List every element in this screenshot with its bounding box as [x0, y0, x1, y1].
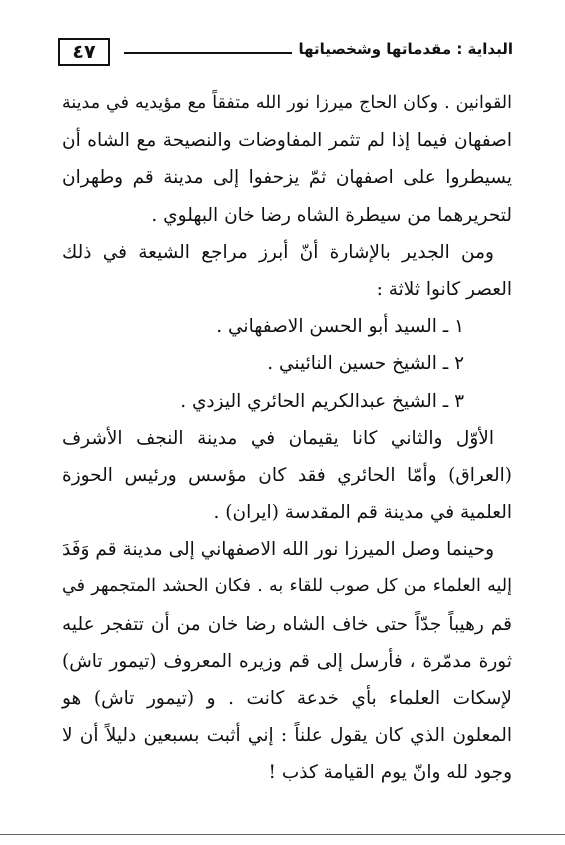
page-bottom-edge — [0, 834, 565, 835]
page-number: ٤٧ — [58, 38, 110, 66]
list-item: ١ ـ السيد أبو الحسن الاصفهاني . — [216, 316, 464, 338]
text-line: لتحريرهما من سيطرة الشاه رضا خان البهلوي . — [151, 204, 512, 226]
text-line: وجود لله وانّ يوم القيامة كذب ! — [268, 762, 512, 784]
page-header — [58, 38, 513, 74]
text-line: القوانين . وكان الحاج ميرزا نور الله متفقاً مع مؤيديه في مدينة — [62, 93, 512, 113]
text-line: إليه العلماء من كل صوب للقاء به . فكان الحشد المتجمهر في — [62, 576, 512, 597]
text-line: ومن الجدير بالإشارة أنّ أبرز مراجع الشيعة في ذلك — [62, 241, 494, 263]
text-line: العصر كانوا ثلاثة : — [376, 278, 512, 300]
header-rule — [124, 52, 292, 54]
body-text — [62, 85, 512, 792]
text-line: (العراق) وأمّا الحائري فقد كان مؤسس ورئيس الحوزة — [62, 464, 512, 486]
running-title: البداية : مقدماتها وشخصياتها — [298, 40, 513, 58]
list-item: ٣ ـ الشيخ عبدالكريم الحائري اليزدي . — [180, 390, 464, 412]
list-item: ٢ ـ الشيخ حسين النائيني . — [267, 353, 464, 375]
text-line: وحينما وصل الميرزا نور الله الاصفهاني إلى مدينة قم وَفَدَ — [62, 539, 494, 561]
text-line: ثورة مدمّرة ، فأرسل إلى قم وزيره المعروف (تيمور تاش) — [62, 650, 512, 672]
text-line: العلمية في مدينة قم المقدسة (ايران) . — [213, 502, 512, 524]
text-line: الأوّل والثاني كانا يقيمان في مدينة النجف الأشرف — [62, 427, 494, 449]
text-line: قم رهيباً جدّاً حتى خاف الشاه رضا خان من أن تتفجر عليه — [62, 613, 512, 635]
text-line: اصفهان فيما إذا لم تثمر المفاوضات والنصيحة مع الشاه أن — [62, 130, 512, 152]
text-line: المعلون الذي كان يقول علناً : إني أثبت بسبعين دليلاً أن لا — [62, 725, 512, 747]
text-line: يسيطروا على اصفهان ثمّ يزحفوا إلى مدينة قم وطهران — [62, 167, 512, 189]
text-line: لإسكات العلماء بأي خدعة كانت . و (تيمور تاش) هو — [62, 688, 512, 709]
